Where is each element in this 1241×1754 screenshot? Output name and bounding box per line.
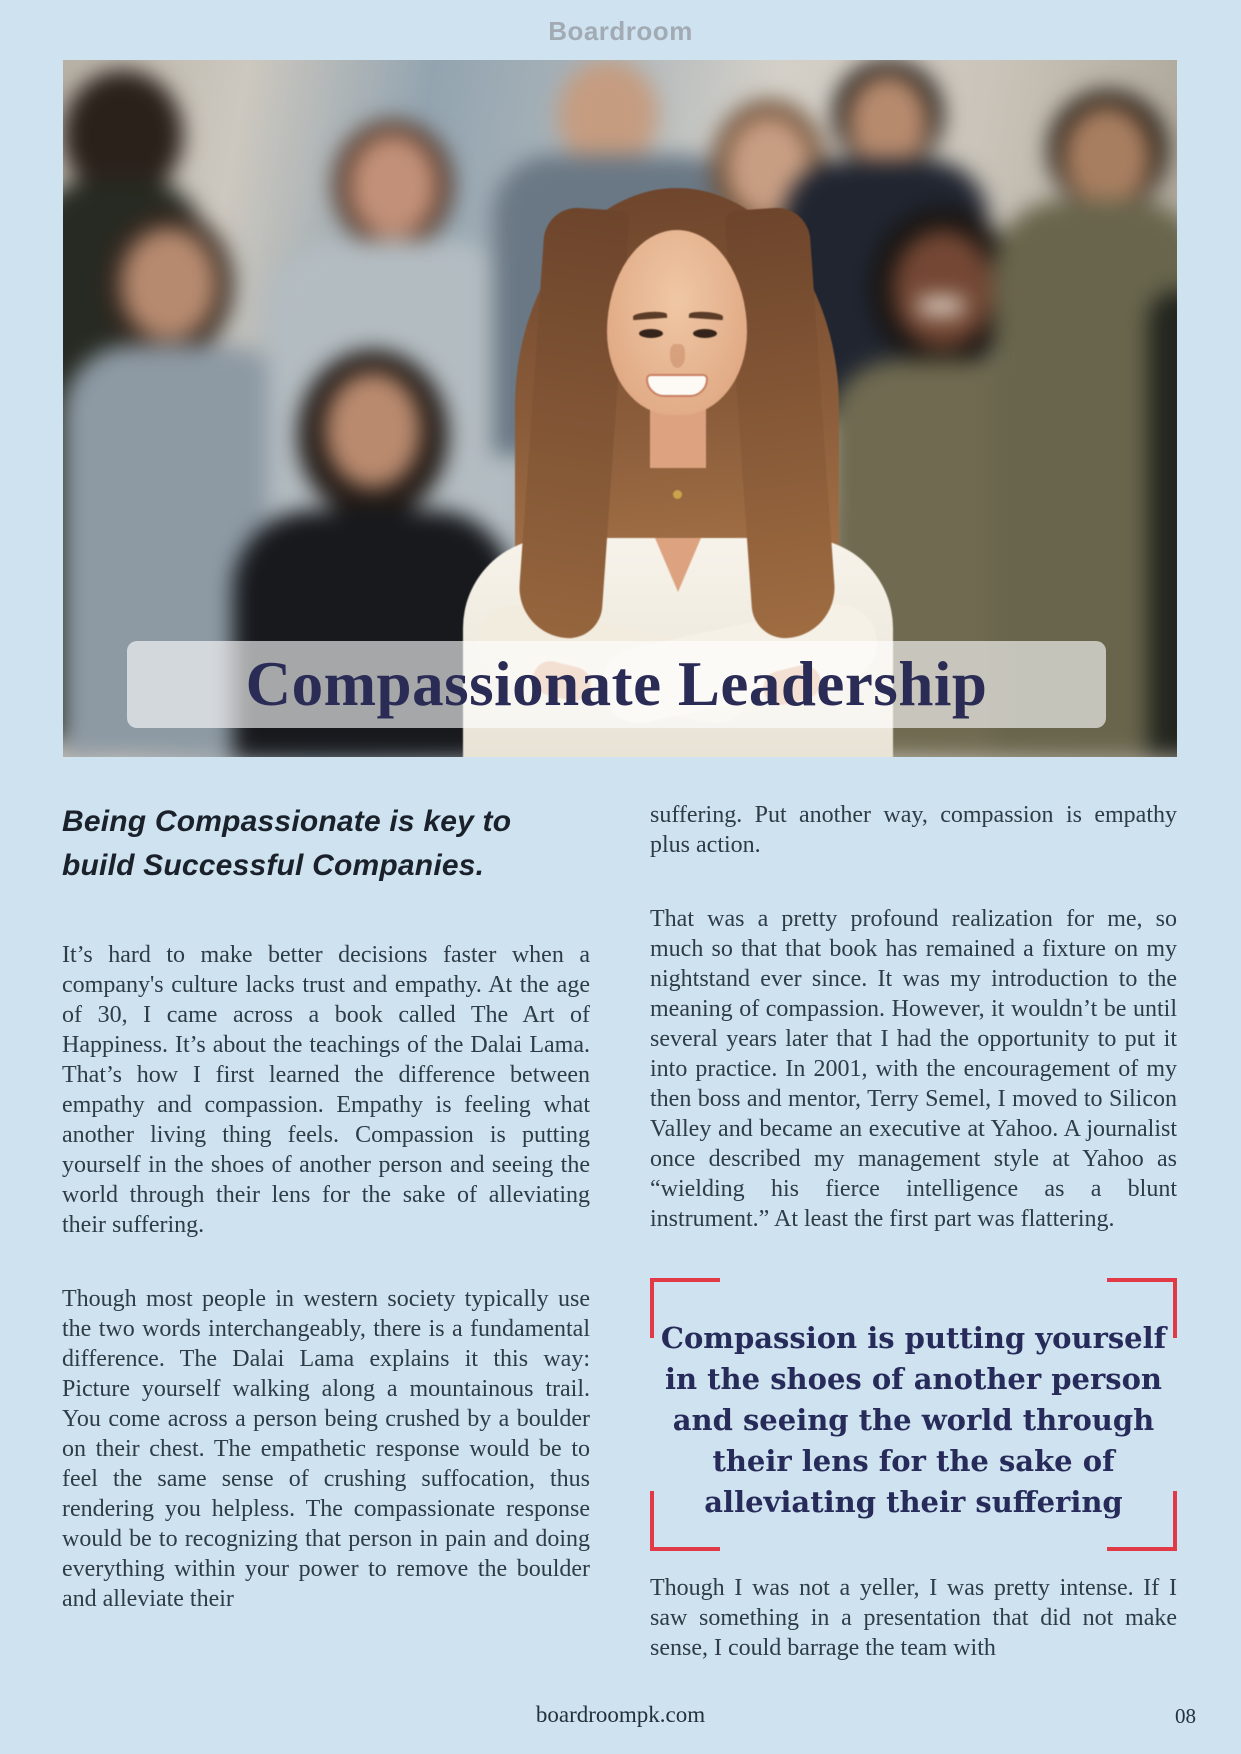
leader-smile	[646, 374, 708, 397]
hero-title-band	[127, 641, 1106, 728]
footer-website: boardroompk.com	[535, 1702, 706, 1727]
article-paragraph: It’s hard to make better decisions faster when a company's culture lacks trust and empathy. At the age of 30, I came across a book called The Art of Happiness. It’s about the teachings of the Dalai Lama. That’s how I first learned the difference between empathy and compassion. Empathy is feeling what another living thing feels. Compassion is putting yourself in the shoes of another person and seeing the world through their lens for the sake of alleviating their suffering.	[62, 942, 590, 1238]
quote-corner-top-left	[650, 1278, 720, 1338]
article-column-left	[62, 800, 590, 1658]
leader-eye	[693, 329, 717, 338]
hero-title: Compassionate Leadership	[245, 649, 988, 719]
quote-line: Compassion is putting yourself	[660, 1321, 1167, 1355]
magazine-brand: Boardroom	[548, 16, 693, 46]
article-paragraph: Though I was not a yeller, I was pretty intense. If I saw something in a presentation that did not make sense, I could barrage the team with	[650, 1575, 1177, 1661]
page-number: 08	[1175, 1704, 1196, 1728]
quote-corner-top-right	[1107, 1278, 1177, 1338]
quote-line: and seeing the world through	[672, 1403, 1155, 1437]
hero-photo	[63, 60, 1177, 757]
quote-corner-bottom-right	[1107, 1491, 1177, 1551]
quote-line: alleviating their suffering	[704, 1485, 1123, 1519]
pull-quote	[650, 1278, 1177, 1551]
leader-eye	[639, 329, 663, 338]
leader-neck	[650, 406, 706, 468]
article-paragraph: Though most people in western society typically use the two words interchangeably, there is a fundamental difference. The Dalai Lama explains it this way: Picture yourself walking along a mountainous trail. You come across a person being crushed by a boulder on their chest. The empathetic response would be to feel the same sense of crushing suffocation, thus rendering you helpless. The compassionate response would be to recognizing that person in pain and doing everything within your power to remove the boulder and alleviate their	[62, 1286, 590, 1612]
leader-nose	[670, 344, 685, 368]
article-paragraph: suffering. Put another way, compassion is empathy plus action.	[650, 802, 1177, 858]
article-heading: Being Compassionate is key to build Successful Companies.	[62, 805, 512, 882]
leader-necklace	[673, 490, 682, 499]
page-footer	[0, 1702, 1241, 1736]
article-column-right	[650, 800, 1177, 1707]
quote-line: their lens for the sake of	[712, 1444, 1115, 1478]
article-paragraph: That was a pretty profound realization for me, so much so that that book has remained a fixture on my nightstand ever since. It was my introduction to the meaning of compassion. However, it wouldn’t be until several years later that I had the opportunity to put it into practice. In 2001, with the encouragement of my then boss and mentor, Terry Semel, I moved to Silicon Valley and became an executive at Yahoo. A journalist once described my management style at Yahoo as “wielding his fierce intelligence as a blunt instrument.” At least the first part was flattering.	[650, 906, 1177, 1232]
quote-line: in the shoes of another person	[664, 1362, 1163, 1396]
quote-corner-bottom-left	[650, 1491, 720, 1551]
